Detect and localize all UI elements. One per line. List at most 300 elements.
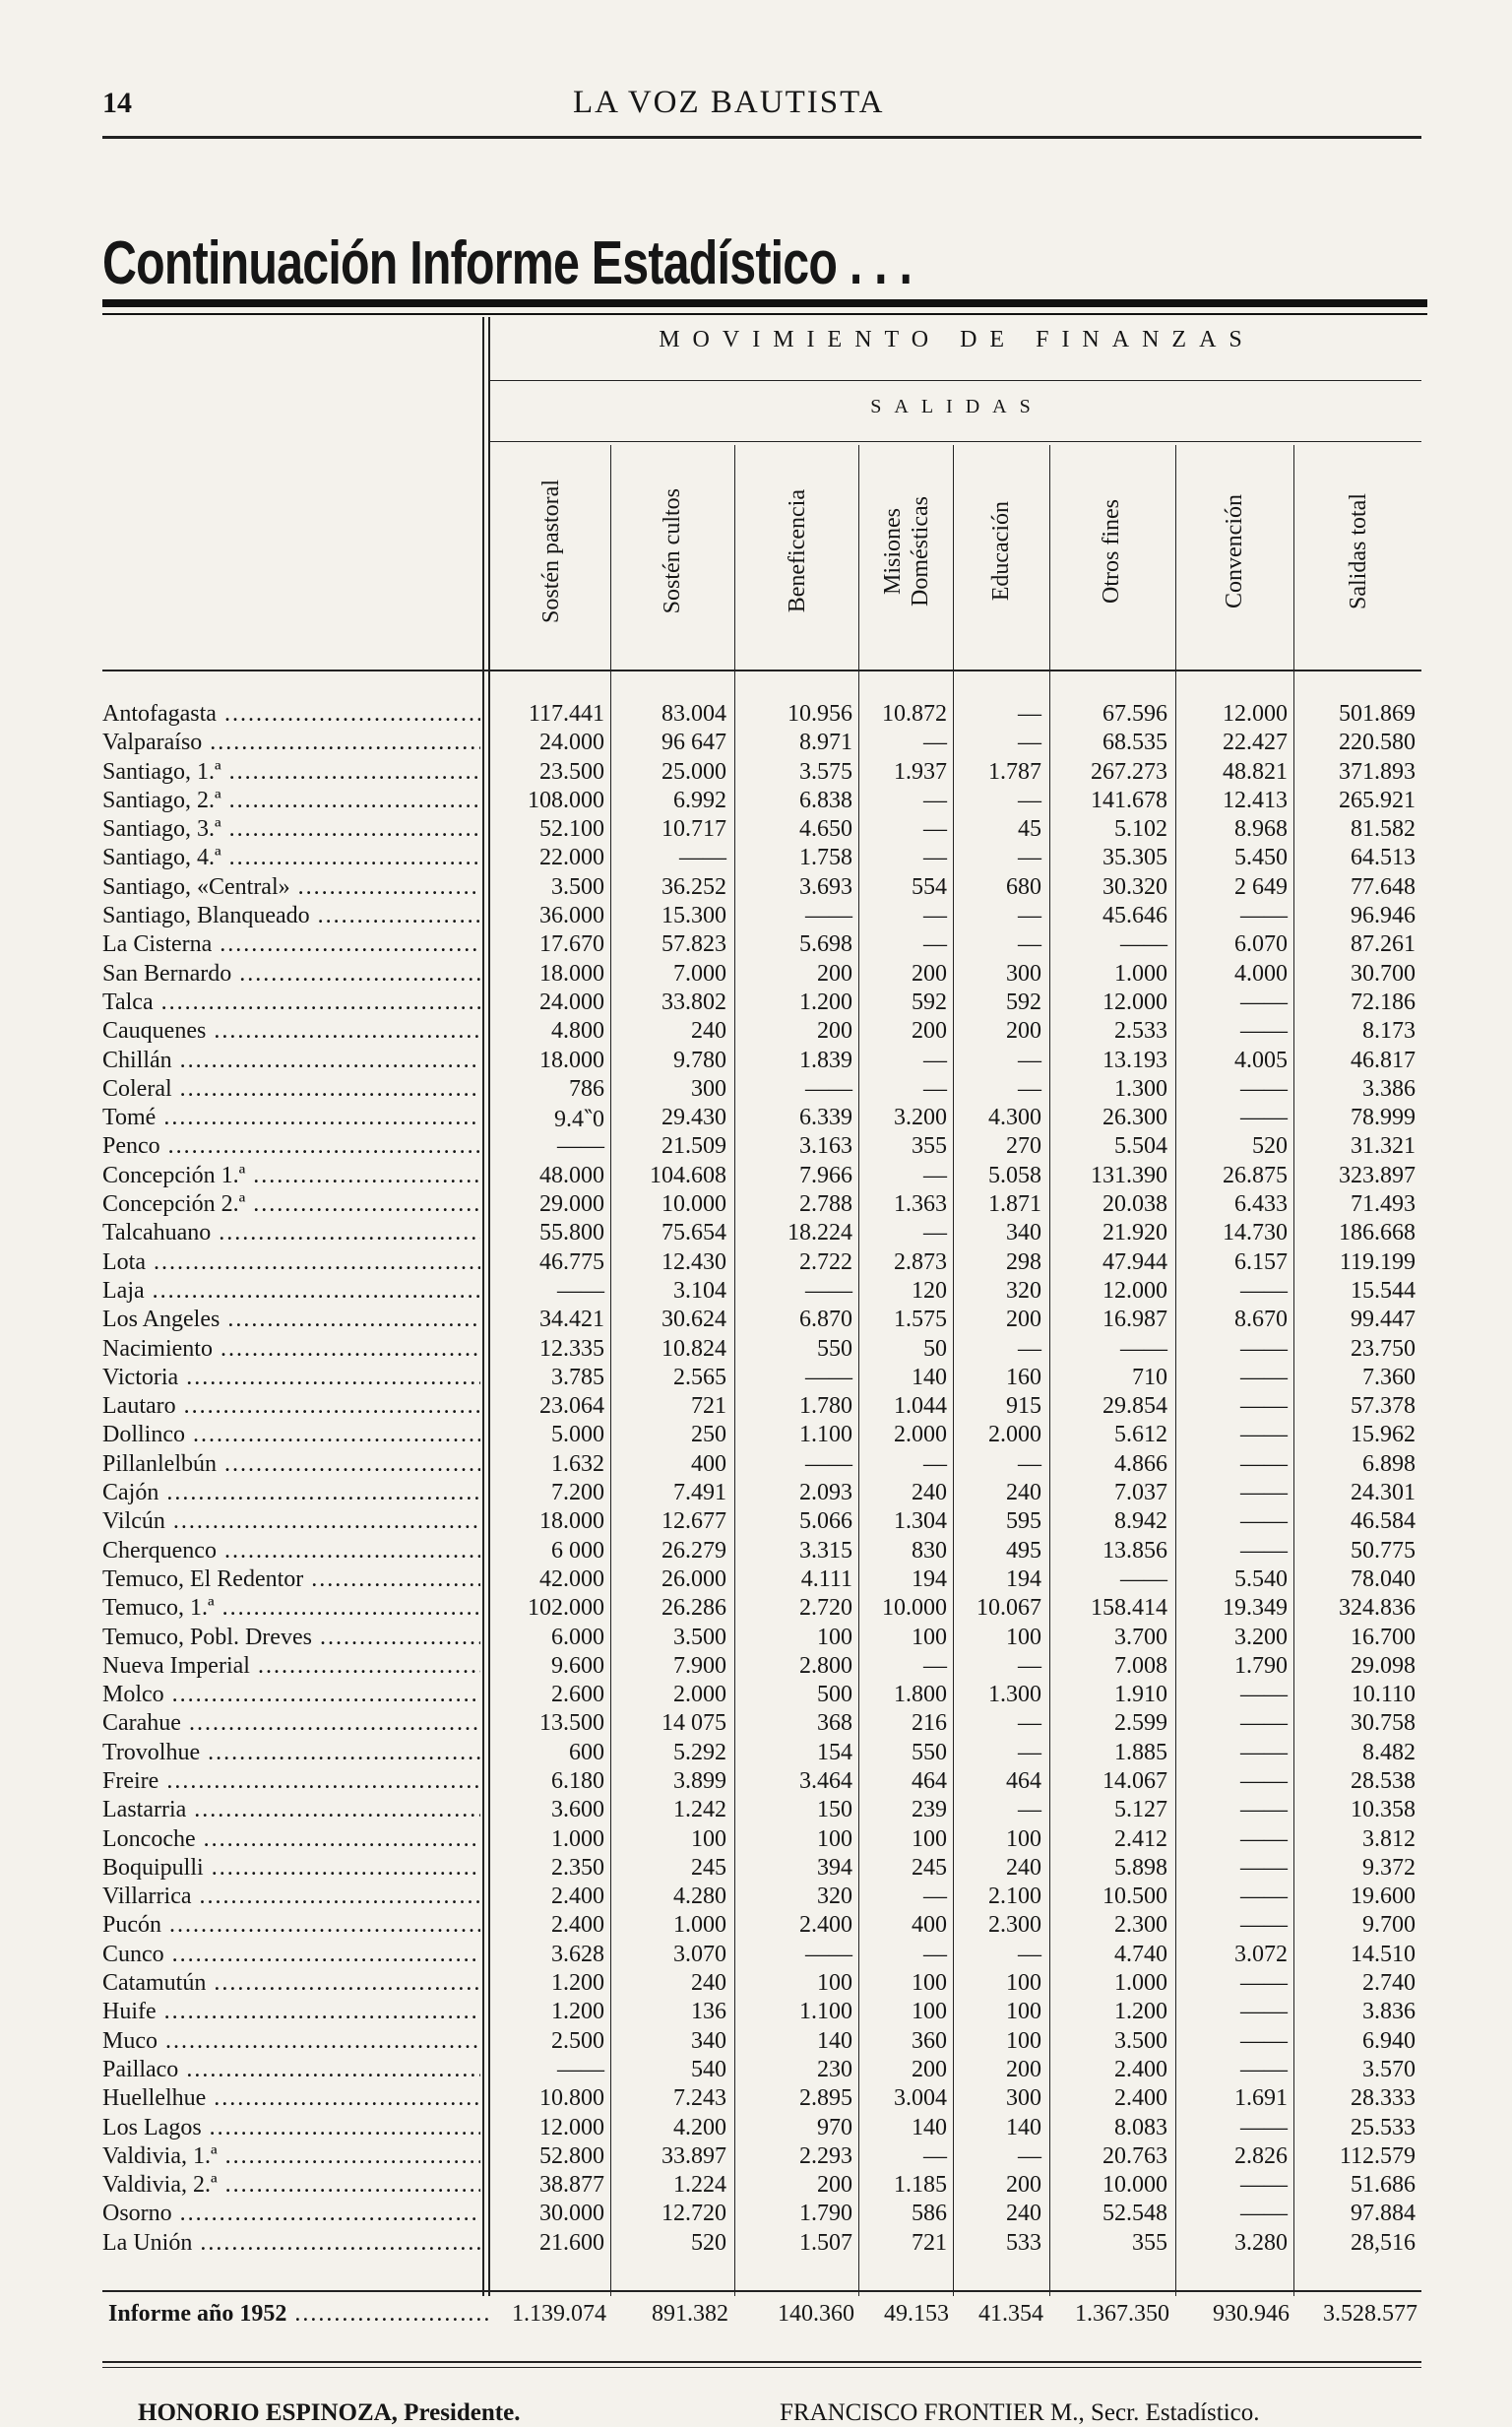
- cell-beneficencia: 2.720: [799, 1595, 852, 1622]
- cell-sosten-cultos: 12.677: [662, 1508, 726, 1535]
- row-label: Los Angeles .....: [102, 1307, 480, 1333]
- journal-title: LA VOZ BAUTISTA: [573, 85, 885, 120]
- cell-convencion: ——: [1240, 1277, 1288, 1304]
- cell-sosten-cultos: 240: [691, 1018, 726, 1045]
- cell-salidas-total: 78.040: [1351, 1565, 1416, 1592]
- cell-sosten-pastoral: 5.000: [551, 1422, 604, 1448]
- cell-salidas-total: 31.321: [1351, 1133, 1416, 1160]
- cell-salidas-total: 19.600: [1351, 1884, 1416, 1910]
- cell-otros-fines: 16.987: [1102, 1307, 1167, 1333]
- total-row: [102, 2297, 1421, 2336]
- cell-beneficencia: 18.224: [788, 1220, 852, 1246]
- row-label: Santiago, 2.ª .....: [102, 788, 480, 814]
- cell-educacion: 1.300: [988, 1682, 1041, 1708]
- table-row: [102, 2115, 1421, 2143]
- cell-educacion: —: [1018, 2142, 1041, 2169]
- cell-sosten-cultos: 721: [691, 1393, 726, 1420]
- table-row: [102, 730, 1421, 758]
- cell-misiones-domesticas: 100: [912, 1624, 947, 1650]
- cell-misiones-domesticas: 1.304: [894, 1508, 947, 1535]
- cell-otros-fines: 355: [1132, 2229, 1167, 2256]
- cell-convencion: 2 649: [1234, 873, 1288, 900]
- cell-salidas-total: 23.750: [1351, 1335, 1416, 1362]
- cell-beneficencia: 4.650: [799, 816, 852, 843]
- cell-educacion: 10.067: [976, 1595, 1041, 1622]
- cell-convencion: ——: [1240, 2201, 1288, 2227]
- cell-otros-fines: 13.193: [1102, 1047, 1167, 1073]
- table-row: [102, 1105, 1421, 1133]
- cell-otros-fines: 10.500: [1102, 1884, 1167, 1910]
- cell-sosten-pastoral: 23.500: [539, 758, 604, 785]
- cell-beneficencia: 5.698: [799, 931, 852, 958]
- cell-beneficencia: 154: [817, 1739, 852, 1765]
- cell-salidas-total: 2.740: [1362, 1970, 1416, 1997]
- cell-sosten-pastoral: 2.600: [551, 1682, 604, 1708]
- cell-sosten-cultos: 29.430: [662, 1105, 726, 1131]
- cell-salidas-total: 371.893: [1339, 758, 1416, 785]
- cell-beneficencia: 200: [817, 2172, 852, 2199]
- cell-beneficencia: 1.200: [799, 989, 852, 1015]
- cell-sosten-cultos: 5.292: [673, 1739, 726, 1765]
- cell-sosten-pastoral: 2.500: [551, 2027, 604, 2054]
- cell-sosten-cultos: 96 647: [662, 730, 726, 756]
- row-label: Temuco, Pobl. Dreves .....: [102, 1625, 480, 1651]
- table-row: [102, 2172, 1421, 2201]
- table-row: [102, 2085, 1421, 2114]
- cell-convencion: ——: [1240, 1912, 1288, 1939]
- cell-educacion: 4.300: [988, 1105, 1041, 1131]
- table-row: [102, 816, 1421, 845]
- cell-salidas-total: 10.110: [1351, 1682, 1416, 1708]
- cell-otros-fines: 3.500: [1114, 2027, 1167, 2054]
- cell-salidas-total: 24.301: [1351, 1480, 1416, 1506]
- cell-sosten-cultos: 7.900: [673, 1652, 726, 1679]
- table-row: [102, 1508, 1421, 1537]
- row-label: Vilcún .....: [102, 1508, 480, 1535]
- cell-salidas-total: 3.812: [1362, 1825, 1416, 1852]
- table-row: [102, 1048, 1421, 1076]
- cell-educacion: —: [1018, 1075, 1041, 1102]
- table-row: [102, 1768, 1421, 1797]
- cell-sosten-pastoral: ——: [557, 1277, 604, 1304]
- row-label: Huellelhue .....: [102, 2085, 480, 2112]
- cell-convencion: 5.450: [1234, 845, 1288, 871]
- cell-otros-fines: 20.763: [1102, 2142, 1167, 2169]
- page-header: [102, 87, 1421, 132]
- cell-sosten-pastoral: 1.632: [551, 1450, 604, 1477]
- cell-sosten-cultos: 400: [691, 1450, 726, 1477]
- cell-salidas-total: 96.946: [1351, 903, 1416, 929]
- cell-convencion: ——: [1240, 1393, 1288, 1420]
- table-row: [102, 1538, 1421, 1566]
- cell-misiones-domesticas: 10.000: [882, 1595, 947, 1622]
- cell-convencion: ——: [1240, 1508, 1288, 1535]
- row-label: Valparaíso .....: [102, 730, 480, 756]
- cell-beneficencia: 100: [817, 1970, 852, 1997]
- cell-educacion: 300: [1006, 960, 1041, 987]
- cell-otros-fines: 21.920: [1102, 1220, 1167, 1246]
- row-label: Santiago, 3.ª .....: [102, 816, 480, 843]
- cell-otros-fines: 5.102: [1114, 816, 1167, 843]
- cell-sosten-cultos: 9.780: [673, 1047, 726, 1073]
- cell-sosten-cultos: 10.824: [662, 1335, 726, 1362]
- cell-salidas-total: 30.758: [1351, 1710, 1416, 1737]
- row-label: Pillanlelbún .....: [102, 1451, 480, 1478]
- cell-otros-fines: 2.412: [1114, 1825, 1167, 1852]
- cell-sosten-cultos: 83.004: [662, 701, 726, 727]
- cell-sosten-pastoral: 3.785: [551, 1364, 604, 1390]
- cell-educacion: 200: [1006, 1307, 1041, 1333]
- table-row: [102, 990, 1421, 1018]
- row-label: Paillaco .....: [102, 2057, 480, 2083]
- row-label: Valdivia, 1.ª .....: [102, 2143, 480, 2170]
- cell-sosten-cultos: 2.000: [673, 1682, 726, 1708]
- cell-beneficencia: 1.790: [799, 2201, 852, 2227]
- cell-misiones-domesticas: —: [923, 1162, 947, 1188]
- footer-rule: [102, 2361, 1421, 2363]
- cell-salidas-total: 119.199: [1339, 1248, 1416, 1275]
- cell-beneficencia: 550: [817, 1335, 852, 1362]
- row-label: Muco .....: [102, 2028, 480, 2055]
- cell-sosten-cultos: 4.200: [673, 2114, 726, 2140]
- cell-educacion: 2.300: [988, 1912, 1041, 1939]
- cell-misiones-domesticas: 240: [912, 1480, 947, 1506]
- cell-sosten-pastoral: 1.200: [551, 1999, 604, 2025]
- cell-salidas-total: 15.544: [1351, 1277, 1416, 1304]
- cell-salidas-total: 28.333: [1351, 2085, 1416, 2112]
- cell-beneficencia: ——: [805, 1277, 852, 1304]
- column-header-otros-fines: Otros fines: [1099, 499, 1124, 604]
- cell-sosten-pastoral: 9.600: [551, 1652, 604, 1679]
- cell-otros-fines: 7.008: [1114, 1652, 1167, 1679]
- cell-sosten-pastoral: 2.400: [551, 1912, 604, 1939]
- table-row: [102, 1422, 1421, 1450]
- column-header-sosten-cultos: Sostén cultos: [660, 488, 685, 614]
- cell-sosten-cultos: 33.897: [662, 2142, 726, 2169]
- cell-sosten-pastoral: 24.000: [539, 730, 604, 756]
- cell-beneficencia: 3.575: [799, 758, 852, 785]
- cell-otros-fines: 1.200: [1114, 1999, 1167, 2025]
- row-label: Talca .....: [102, 990, 480, 1016]
- page-title: Continuación Informe Estadístico . . .: [102, 229, 913, 297]
- cell-sosten-cultos: 21.509: [662, 1133, 726, 1160]
- cell-sosten-pastoral: 18.000: [539, 960, 604, 987]
- cell-educacion: —: [1018, 903, 1041, 929]
- cell-educacion: 320: [1006, 1277, 1041, 1304]
- cell-beneficencia: 2.400: [799, 1912, 852, 1939]
- cell-salidas-total: 72.186: [1351, 989, 1416, 1015]
- cell-sosten-pastoral: 48.000: [539, 1162, 604, 1188]
- group-title: MOVIMIENTO DE FINANZAS: [659, 327, 1255, 352]
- page-number: 14: [102, 87, 132, 119]
- cell-misiones-domesticas: 100: [912, 1825, 947, 1852]
- cell-salidas-total: 46.817: [1351, 1047, 1416, 1073]
- cell-sosten-pastoral: 21.600: [539, 2229, 604, 2256]
- cell-misiones-domesticas: 100: [912, 1999, 947, 2025]
- cell-misiones-domesticas: 50: [923, 1335, 947, 1362]
- cell-beneficencia: 1.839: [799, 1047, 852, 1073]
- cell-misiones-domesticas: 200: [912, 960, 947, 987]
- cell-convencion: ——: [1240, 2114, 1288, 2140]
- cell-misiones-domesticas: —: [923, 1652, 947, 1679]
- cell-sosten-cultos: 245: [691, 1854, 726, 1881]
- cell-sosten-pastoral: 6.000: [551, 1624, 604, 1650]
- row-label: La Unión .....: [102, 2230, 480, 2257]
- cell-sosten-pastoral: 786: [569, 1075, 604, 1102]
- cell-convencion: ——: [1240, 1537, 1288, 1564]
- cell-sosten-cultos: 2.565: [673, 1364, 726, 1390]
- cell-sosten-pastoral: 55.800: [539, 1220, 604, 1246]
- cell-otros-fines: 2.599: [1114, 1710, 1167, 1737]
- cell-convencion: 2.826: [1234, 2142, 1288, 2169]
- cell-educacion: 100: [1006, 1970, 1041, 1997]
- cell-educacion: —: [1018, 730, 1041, 756]
- cell-convencion: 12.413: [1223, 787, 1288, 813]
- cell-otros-fines: 47.944: [1102, 1248, 1167, 1275]
- cell-otros-fines: ——: [1120, 1565, 1167, 1592]
- cell-beneficencia: 1.758: [799, 845, 852, 871]
- cell-convencion: 6.070: [1234, 931, 1288, 958]
- cell-misiones-domesticas: 554: [912, 873, 947, 900]
- cell-beneficencia: 6.870: [799, 1307, 852, 1333]
- cell-sosten-pastoral: 34.421: [539, 1307, 604, 1333]
- cell-convencion: 19.349: [1223, 1595, 1288, 1622]
- cell-educacion: 194: [1006, 1565, 1041, 1592]
- total-salidas-total: 3.528.577: [1323, 2301, 1418, 2327]
- row-label: Carahue .....: [102, 1710, 480, 1737]
- cell-misiones-domesticas: 592: [912, 989, 947, 1015]
- table-row: [102, 1278, 1421, 1307]
- cell-beneficencia: ——: [805, 1941, 852, 1967]
- row-label: Concepción 2.ª .....: [102, 1191, 480, 1218]
- row-label: Loncoche .....: [102, 1826, 480, 1853]
- cell-sosten-pastoral: 12.000: [539, 2114, 604, 2140]
- cell-educacion: —: [1018, 1739, 1041, 1765]
- cell-educacion: —: [1018, 1797, 1041, 1823]
- cell-otros-fines: 67.596: [1102, 701, 1167, 727]
- column-head-rule: [102, 670, 1421, 671]
- cell-otros-fines: 10.000: [1102, 2172, 1167, 2199]
- cell-salidas-total: 8.173: [1362, 1018, 1416, 1045]
- row-label: Victoria .....: [102, 1365, 480, 1391]
- table-row: [102, 1365, 1421, 1393]
- cell-beneficencia: ——: [805, 903, 852, 929]
- cell-salidas-total: 57.378: [1351, 1393, 1416, 1420]
- table-row: [102, 1191, 1421, 1220]
- table-row: [102, 1076, 1421, 1105]
- cell-sosten-cultos: 10.000: [662, 1191, 726, 1218]
- cell-convencion: ——: [1240, 1105, 1288, 1131]
- cell-misiones-domesticas: —: [923, 2142, 947, 2169]
- cell-educacion: 200: [1006, 2056, 1041, 2082]
- cell-convencion: 5.540: [1234, 1565, 1288, 1592]
- cell-otros-fines: 1.910: [1114, 1682, 1167, 1708]
- cell-misiones-domesticas: 140: [912, 1364, 947, 1390]
- column-header-sosten-pastoral: Sostén pastoral: [538, 479, 564, 623]
- table-row: [102, 1653, 1421, 1682]
- cell-sosten-cultos: 33.802: [662, 989, 726, 1015]
- cell-misiones-domesticas: 355: [912, 1133, 947, 1160]
- cell-educacion: 1.787: [988, 758, 1041, 785]
- cell-salidas-total: 16.700: [1351, 1624, 1416, 1650]
- table-row: [102, 759, 1421, 788]
- total-convencion: 930.946: [1213, 2301, 1290, 2327]
- cell-sosten-pastoral: 3.628: [551, 1941, 604, 1967]
- cell-otros-fines: 20.038: [1102, 1191, 1167, 1218]
- cell-sosten-pastoral: 4.800: [551, 1018, 604, 1045]
- cell-sosten-pastoral: 9.4‶0: [554, 1107, 604, 1133]
- table-row: [102, 1018, 1421, 1047]
- cell-misiones-domesticas: 3.200: [894, 1105, 947, 1131]
- row-label: Santiago, «Central» .....: [102, 874, 480, 901]
- cell-salidas-total: 265.921: [1339, 787, 1416, 813]
- cell-sosten-cultos: 12.720: [662, 2201, 726, 2227]
- cell-otros-fines: 35.305: [1102, 845, 1167, 871]
- cell-beneficencia: 2.293: [799, 2142, 852, 2169]
- cell-salidas-total: 7.360: [1362, 1364, 1416, 1390]
- cell-sosten-pastoral: 36.000: [539, 903, 604, 929]
- cell-otros-fines: 68.535: [1102, 730, 1167, 756]
- cell-salidas-total: 6.898: [1362, 1450, 1416, 1477]
- cell-misiones-domesticas: 721: [912, 2229, 947, 2256]
- cell-misiones-domesticas: 239: [912, 1797, 947, 1823]
- cell-sosten-pastoral: 52.100: [539, 816, 604, 843]
- cell-convencion: 6.433: [1234, 1191, 1288, 1218]
- table-row: [102, 1451, 1421, 1480]
- cell-sosten-cultos: 250: [691, 1422, 726, 1448]
- cell-salidas-total: 3.836: [1362, 1999, 1416, 2025]
- cell-otros-fines: 5.127: [1114, 1797, 1167, 1823]
- cell-educacion: 2.000: [988, 1422, 1041, 1448]
- table-row: [102, 1393, 1421, 1422]
- cell-beneficencia: 2.788: [799, 1191, 852, 1218]
- cell-convencion: 8.968: [1234, 816, 1288, 843]
- cell-otros-fines: 12.000: [1102, 989, 1167, 1015]
- total-label: Informe año 1952 .....: [108, 2301, 492, 2328]
- cell-otros-fines: ——: [1120, 931, 1167, 958]
- cell-salidas-total: 97.884: [1351, 2201, 1416, 2227]
- cell-sosten-pastoral: 2.400: [551, 1884, 604, 1910]
- cell-otros-fines: 1.000: [1114, 960, 1167, 987]
- row-label: Santiago, 4.ª .....: [102, 845, 480, 871]
- cell-beneficencia: 394: [817, 1854, 852, 1881]
- cell-sosten-cultos: 36.252: [662, 873, 726, 900]
- cell-convencion: 8.670: [1234, 1307, 1288, 1333]
- cell-misiones-domesticas: 1.185: [894, 2172, 947, 2199]
- cell-misiones-domesticas: 200: [912, 2056, 947, 2082]
- cell-convencion: ——: [1240, 2056, 1288, 2082]
- column-header-misiones-domesticas: Misiones Domésticas: [880, 496, 933, 607]
- cell-sosten-cultos: 57.823: [662, 931, 726, 958]
- table-row: [102, 1307, 1421, 1335]
- cell-convencion: ——: [1240, 1682, 1288, 1708]
- cell-convencion: ——: [1240, 1797, 1288, 1823]
- cell-sosten-cultos: 6.992: [673, 787, 726, 813]
- cell-sosten-cultos: 300: [691, 1075, 726, 1102]
- cell-otros-fines: 14.067: [1102, 1767, 1167, 1794]
- table-row: [102, 1826, 1421, 1855]
- cell-educacion: —: [1018, 1450, 1041, 1477]
- row-label: Boquipulli .....: [102, 1855, 480, 1882]
- cell-convencion: 1.790: [1234, 1652, 1288, 1679]
- cell-sosten-cultos: 14 075: [662, 1710, 726, 1737]
- cell-misiones-domesticas: —: [923, 1047, 947, 1073]
- cell-educacion: 100: [1006, 1999, 1041, 2025]
- cell-sosten-cultos: 1.242: [673, 1797, 726, 1823]
- cell-misiones-domesticas: 3.004: [894, 2085, 947, 2112]
- cell-salidas-total: 6.940: [1362, 2027, 1416, 2054]
- table-body: [102, 701, 1421, 2259]
- cell-salidas-total: 3.386: [1362, 1075, 1416, 1102]
- cell-sosten-cultos: 10.717: [662, 816, 726, 843]
- cell-sosten-pastoral: 17.670: [539, 931, 604, 958]
- table-row: [102, 2201, 1421, 2229]
- total-rule: [102, 2290, 1421, 2292]
- cell-sosten-cultos: 3.070: [673, 1941, 726, 1967]
- cell-otros-fines: 7.037: [1114, 1480, 1167, 1506]
- cell-sosten-cultos: 340: [691, 2027, 726, 2054]
- cell-otros-fines: 45.646: [1102, 903, 1167, 929]
- cell-misiones-domesticas: 1.575: [894, 1307, 947, 1333]
- cell-sosten-cultos: 7.000: [673, 960, 726, 987]
- cell-otros-fines: 12.000: [1102, 1277, 1167, 1304]
- cell-misiones-domesticas: —: [923, 1220, 947, 1246]
- cell-salidas-total: 64.513: [1351, 845, 1416, 871]
- row-label: Penco .....: [102, 1133, 480, 1160]
- row-label: Tomé .....: [102, 1105, 480, 1131]
- cell-educacion: 240: [1006, 2201, 1041, 2227]
- cell-salidas-total: 30.700: [1351, 960, 1416, 987]
- cell-sosten-cultos: 1.000: [673, 1912, 726, 1939]
- cell-salidas-total: 29.098: [1351, 1652, 1416, 1679]
- cell-sosten-cultos: 3.899: [673, 1767, 726, 1794]
- cell-salidas-total: 51.686: [1351, 2172, 1416, 2199]
- cell-sosten-cultos: 75.654: [662, 1220, 726, 1246]
- cell-educacion: 140: [1006, 2114, 1041, 2140]
- cell-convencion: 3.200: [1234, 1624, 1288, 1650]
- cell-educacion: —: [1018, 787, 1041, 813]
- cell-sosten-cultos: 26.286: [662, 1595, 726, 1622]
- row-label: Trovolhue .....: [102, 1740, 480, 1766]
- cell-educacion: 200: [1006, 2172, 1041, 2199]
- cell-convencion: ——: [1240, 1480, 1288, 1506]
- cell-otros-fines: 4.866: [1114, 1450, 1167, 1477]
- table-row: [102, 1797, 1421, 1825]
- table-row: [102, 874, 1421, 903]
- cell-convencion: ——: [1240, 989, 1288, 1015]
- cell-educacion: 100: [1006, 1825, 1041, 1852]
- cell-otros-fines: ——: [1120, 1335, 1167, 1362]
- cell-educacion: 680: [1006, 873, 1041, 900]
- cell-educacion: —: [1018, 1047, 1041, 1073]
- cell-sosten-pastoral: 10.800: [539, 2085, 604, 2112]
- table-row: [102, 1625, 1421, 1653]
- cell-sosten-pastoral: 23.064: [539, 1393, 604, 1420]
- cell-convencion: 14.730: [1223, 1220, 1288, 1246]
- row-label: Antofagasta .....: [102, 701, 480, 728]
- cell-misiones-domesticas: —: [923, 1450, 947, 1477]
- cell-beneficencia: 230: [817, 2056, 852, 2082]
- cell-sosten-pastoral: ——: [557, 1133, 604, 1160]
- row-label: Concepción 1.ª .....: [102, 1163, 480, 1189]
- cell-salidas-total: 71.493: [1351, 1191, 1416, 1218]
- cell-sosten-pastoral: 1.200: [551, 1970, 604, 1997]
- table-row: [102, 2057, 1421, 2085]
- row-label: Huife .....: [102, 1999, 480, 2025]
- cell-misiones-domesticas: —: [923, 787, 947, 813]
- cell-misiones-domesticas: 400: [912, 1912, 947, 1939]
- column-header-beneficencia: Beneficencia: [785, 489, 810, 613]
